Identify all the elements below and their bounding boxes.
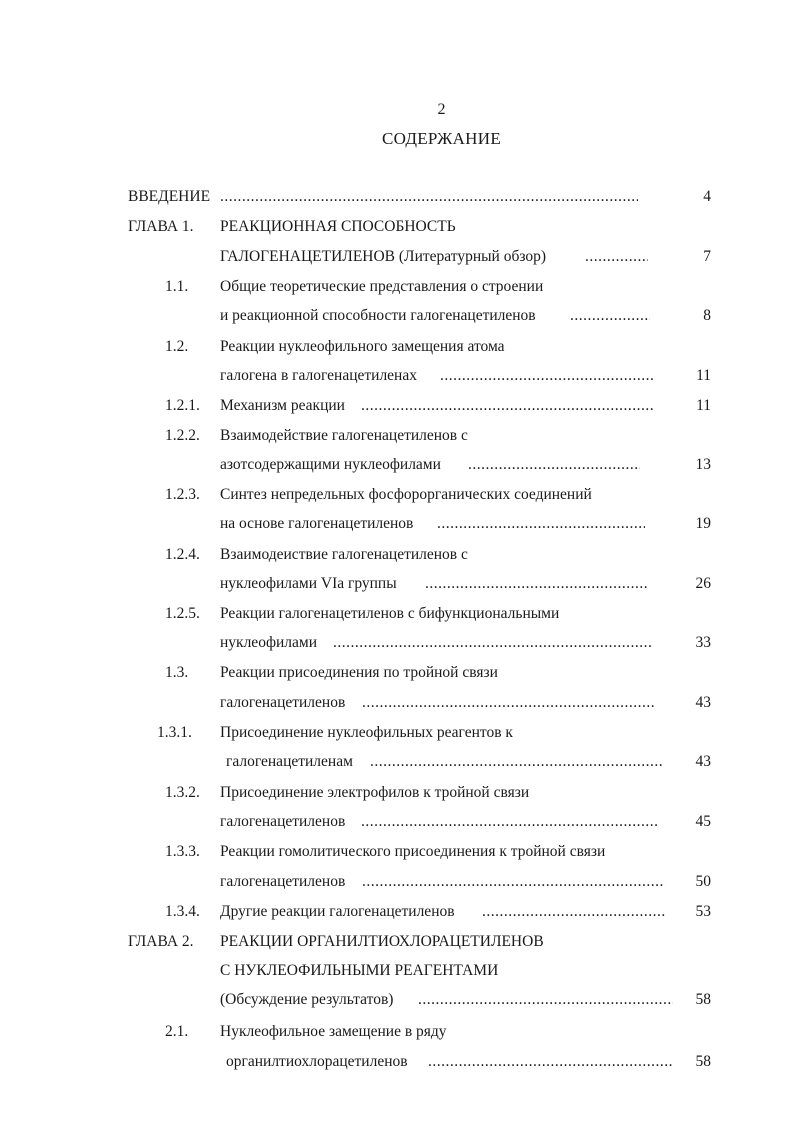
toc-entry-1-2[interactable] <box>0 335 793 359</box>
toc-entry-title: Общие теоретические представления о строении <box>220 278 544 295</box>
toc-entry-number: 1.3. <box>165 664 189 681</box>
toc-entry-number: ГЛАВА 1. <box>128 218 194 235</box>
toc-entry-number: 2.1. <box>165 1023 189 1040</box>
toc-entry-title: РЕАКЦИОННАЯ СПОСОБНОСТЬ <box>220 218 456 235</box>
toc-leader-dots <box>570 304 650 328</box>
toc-entry-1-2-4-cont[interactable] <box>0 572 793 596</box>
toc-leader-dots <box>362 691 656 715</box>
toc-entry-1-3-1[interactable] <box>0 721 793 745</box>
toc-entry-title: Реакции присоединения по тройной связи <box>220 664 498 681</box>
toc-entry-title-cont: азотсодержащими нуклеофилами <box>220 456 441 473</box>
toc-entry-title-cont: нуклеофилами <box>220 634 317 651</box>
toc-entry-page: 43 <box>695 694 711 711</box>
toc-entry-number: 1.3.1. <box>157 724 192 741</box>
toc-leader-dots <box>361 810 657 834</box>
toc-leader-dots <box>440 364 654 388</box>
toc-entry-title-cont: нуклеофилами VIa группы <box>220 575 397 592</box>
toc-leader-dots <box>361 394 655 418</box>
toc-entry-title: ВВЕДЕНИЕ <box>128 188 211 205</box>
toc-entry-introduction[interactable] <box>0 185 793 209</box>
toc-leader-dots <box>437 512 645 536</box>
toc-entry-page: 33 <box>695 634 711 651</box>
toc-entry-title: Взаимодействие галогенацетиленов с <box>220 427 468 444</box>
toc-leader-dots <box>362 870 665 894</box>
toc-entry-1-3-2-cont[interactable] <box>0 810 793 834</box>
toc-entry-1-2-4[interactable] <box>0 543 793 567</box>
toc-leader-dots <box>425 572 649 596</box>
toc-entry-page: 11 <box>696 397 711 414</box>
toc-entry-title-cont: галогенацетиленов <box>220 873 346 890</box>
toc-entry-page: 13 <box>695 456 711 473</box>
toc-entry-number: 1.3.3. <box>165 843 200 860</box>
toc-entry-chapter-2-cont[interactable] <box>0 959 793 983</box>
toc-entry-1-3-1-cont[interactable] <box>0 750 793 774</box>
toc-leader-dots <box>428 1050 674 1074</box>
toc-entry-1-1-cont[interactable] <box>0 304 793 328</box>
page-number: 2 <box>437 101 446 118</box>
toc-entry-chapter-1[interactable] <box>0 215 793 239</box>
toc-entry-title: Нуклеофильное замещение в ряду <box>220 1023 447 1040</box>
toc-leader-dots <box>468 453 640 477</box>
toc-entry-1-2-1[interactable] <box>0 394 793 418</box>
toc-entry-title: РЕАКЦИИ ОРГАНИЛТИОХЛОРАЦЕТИЛЕНОВ <box>220 933 544 950</box>
toc-entry-number: 1.2. <box>165 338 189 355</box>
toc-entry-title-cont: галогена в галогенацетиленах <box>220 367 417 384</box>
toc-leader-dots <box>418 988 673 1012</box>
toc-entry-title-cont: (Обсуждение результатов) <box>220 991 394 1008</box>
toc-entry-1-3-3-cont[interactable] <box>0 870 793 894</box>
toc-entry-1-3-2[interactable] <box>0 781 793 805</box>
toc-entry-page: 43 <box>695 753 711 770</box>
toc-entry-1-2-2-cont[interactable] <box>0 453 793 477</box>
toc-entry-1-3[interactable] <box>0 661 793 685</box>
toc-entry-title-cont: галогенацетиленам <box>226 753 353 770</box>
toc-entry-title: Реакции нуклеофильного замещения атома <box>220 338 505 355</box>
toc-entry-chapter-1-cont[interactable] <box>0 245 793 269</box>
toc-entry-1-2-2[interactable] <box>0 424 793 448</box>
toc-entry-2-1-cont[interactable] <box>0 1050 793 1074</box>
toc-entry-page: 8 <box>703 307 711 324</box>
toc-entry-page: 11 <box>696 367 711 384</box>
toc-entry-title-cont: галогенацетиленов <box>220 694 346 711</box>
toc-entry-title-cont: ГАЛОГЕНАЦЕТИЛЕНОВ (Литературный обзор) <box>220 248 547 265</box>
toc-entry-chapter-2-cont2[interactable] <box>0 988 793 1012</box>
toc-entry-title: Взаимодеиствие галогенацетиленов с <box>220 546 468 563</box>
toc-entry-1-1[interactable] <box>0 275 793 299</box>
toc-entry-number: 1.3.2. <box>165 784 200 801</box>
toc-entry-1-2-5-cont[interactable] <box>0 631 793 655</box>
toc-entry-1-2-cont[interactable] <box>0 364 793 388</box>
toc-entry-page: 4 <box>703 188 711 205</box>
toc-entry-number: 1.2.3. <box>165 486 200 503</box>
toc-entry-title: Реакции галогенацетиленов с бифункциональными <box>220 605 560 622</box>
toc-entry-page: 19 <box>695 515 711 532</box>
toc-entry-title: Присоединение электрофилов к тройной связи <box>220 784 530 801</box>
toc-entry-title-cont: органилтиохлорацетиленов <box>226 1053 408 1070</box>
toc-entry-title-cont: галогенацетиленов <box>220 813 346 830</box>
toc-entry-title-cont: на основе галогенацетиленов <box>220 515 414 532</box>
toc-entry-1-2-5[interactable] <box>0 602 793 626</box>
toc-entry-number: 1.3.4. <box>165 903 200 920</box>
toc-entry-page: 7 <box>703 248 711 265</box>
toc-entry-page: 45 <box>695 813 711 830</box>
toc-entry-number: 1.2.5. <box>165 605 200 622</box>
toc-entry-number: 1.2.1. <box>165 397 200 414</box>
toc-entry-number: 1.1. <box>165 278 189 295</box>
toc-entry-title-cont: и реакционной способности галогенацетиленов <box>220 307 536 324</box>
toc-entry-page: 58 <box>695 1053 711 1070</box>
toc-entry-title: Другие реакции галогенацетиленов <box>220 903 455 920</box>
toc-entry-1-2-3-cont[interactable] <box>0 512 793 536</box>
toc-entry-title: Присоединение нуклеофильных реагентов к <box>220 724 513 741</box>
toc-leader-dots <box>482 900 665 924</box>
toc-entry-1-2-3[interactable] <box>0 483 793 507</box>
toc-entry-number: 1.2.2. <box>165 427 200 444</box>
toc-entry-number: 1.2.4. <box>165 546 200 563</box>
toc-entry-1-3-cont[interactable] <box>0 691 793 715</box>
toc-entry-title: Синтез непредельных фосфорорганических соединений <box>220 486 592 503</box>
toc-title: СОДЕРЖАНИЕ <box>381 129 502 148</box>
toc-entry-page: 26 <box>695 575 711 592</box>
toc-leader-dots <box>220 185 638 209</box>
toc-entry-title-cont: С НУКЛЕОФИЛЬНЫМИ РЕАГЕНТАМИ <box>220 962 499 979</box>
toc-entry-page: 58 <box>695 991 711 1008</box>
toc-entry-2-1[interactable] <box>0 1020 793 1044</box>
toc-entry-number: ГЛАВА 2. <box>128 933 194 950</box>
toc-entry-title: Реакции гомолитического присоединения к тройной связи <box>220 843 606 860</box>
toc-entry-page: 53 <box>695 903 711 920</box>
toc-entry-chapter-2[interactable] <box>0 930 793 954</box>
toc-entry-1-3-4[interactable] <box>0 900 793 924</box>
toc-entry-1-3-3[interactable] <box>0 840 793 864</box>
toc-leader-dots <box>370 750 662 774</box>
toc-entry-page: 50 <box>695 873 711 890</box>
toc-entry-title: Механизм реакции <box>220 397 345 414</box>
toc-leader-dots <box>585 245 648 269</box>
toc-leader-dots <box>333 631 653 655</box>
